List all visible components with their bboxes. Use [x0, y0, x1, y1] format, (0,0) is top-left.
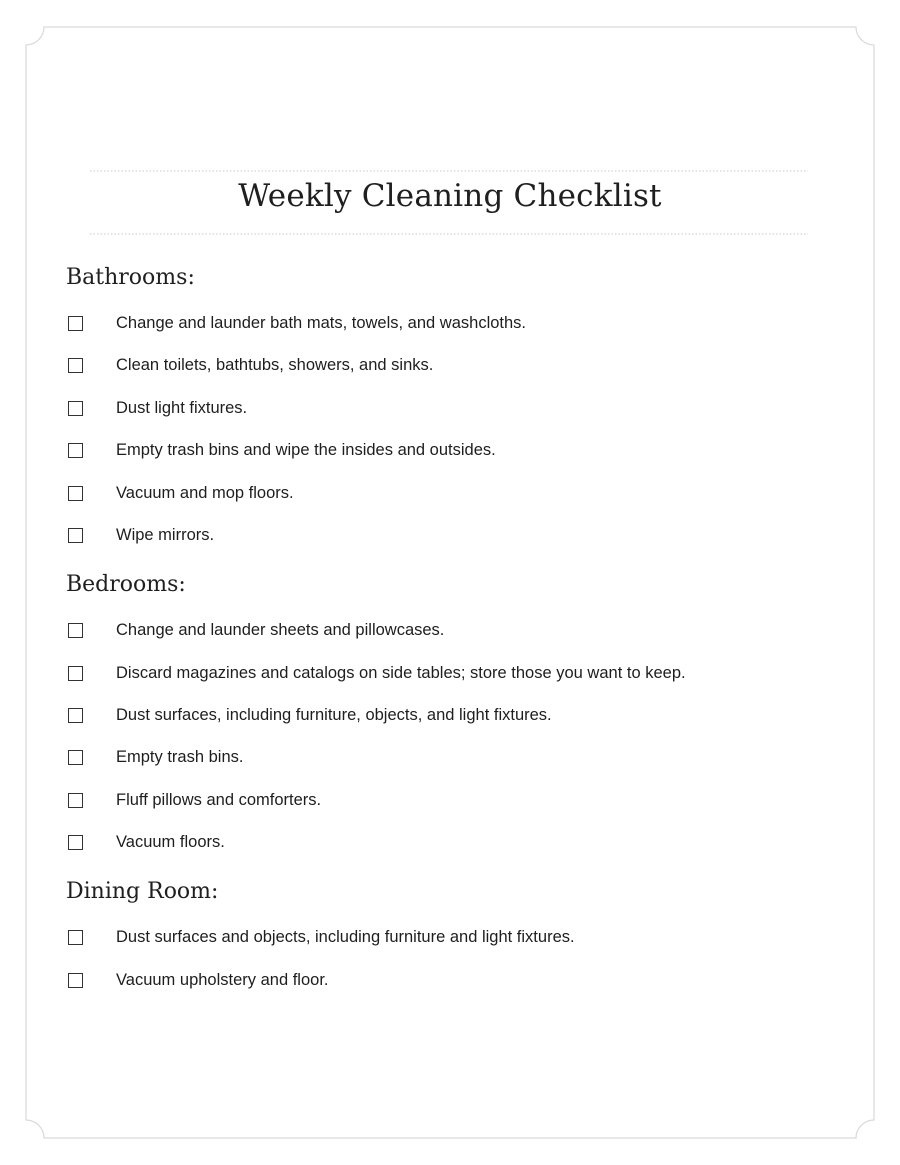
- checkbox[interactable]: [68, 750, 83, 765]
- checklist-item: [68, 746, 848, 770]
- item-label: Discard magazines and catalogs on side tables; store those you want to keep.: [116, 664, 686, 682]
- item-label: Fluff pillows and comforters.: [116, 791, 322, 809]
- item-label: Change and launder sheets and pillowcases.: [116, 621, 445, 639]
- item-label: Wipe mirrors.: [116, 526, 215, 544]
- checkbox[interactable]: [68, 708, 83, 723]
- section-heading-bathrooms: Bathrooms:: [66, 265, 195, 290]
- checkbox[interactable]: [68, 835, 83, 850]
- item-label: Vacuum upholstery and floor.: [116, 971, 329, 989]
- item-label: Clean toilets, bathtubs, showers, and sinks.: [116, 356, 434, 374]
- item-label: Empty trash bins.: [116, 748, 244, 766]
- item-label: Vacuum floors.: [116, 833, 225, 851]
- checkbox[interactable]: [68, 358, 83, 373]
- checklist-item: [68, 354, 848, 378]
- checklist-item: [68, 397, 848, 421]
- item-label: Empty trash bins and wipe the insides and outsides.: [116, 441, 496, 459]
- item-label: Dust surfaces and objects, including furniture and light fixtures.: [116, 928, 575, 946]
- item-label: Dust light fixtures.: [116, 399, 248, 417]
- checkbox[interactable]: [68, 443, 83, 458]
- checklist-item: [68, 662, 848, 686]
- checklist-item: [68, 789, 848, 813]
- checklist-item: [68, 969, 848, 993]
- checkbox[interactable]: [68, 793, 83, 808]
- checklist-item: [68, 926, 848, 950]
- checkbox[interactable]: [68, 930, 83, 945]
- checkbox[interactable]: [68, 973, 83, 988]
- checklist-item: [68, 704, 848, 728]
- section-heading-bedrooms: Bedrooms:: [66, 572, 186, 597]
- checklist-item: [68, 524, 848, 548]
- checkbox[interactable]: [68, 486, 83, 501]
- section-heading-dining-room: Dining Room:: [66, 879, 219, 904]
- page-title: Weekly Cleaning Checklist: [238, 178, 662, 214]
- item-label: Vacuum and mop floors.: [116, 484, 294, 502]
- checklist-item: [68, 312, 848, 336]
- item-label: Dust surfaces, including furniture, objects, and light fixtures.: [116, 706, 552, 724]
- checkbox[interactable]: [68, 623, 83, 638]
- checklist-item: [68, 619, 848, 643]
- checklist-item: [68, 482, 848, 506]
- checkbox[interactable]: [68, 316, 83, 331]
- checklist-item: [68, 439, 848, 463]
- checklist-item: [68, 831, 848, 855]
- item-label: Change and launder bath mats, towels, and washcloths.: [116, 314, 527, 332]
- checkbox[interactable]: [68, 528, 83, 543]
- checkbox[interactable]: [68, 401, 83, 416]
- checkbox[interactable]: [68, 666, 83, 681]
